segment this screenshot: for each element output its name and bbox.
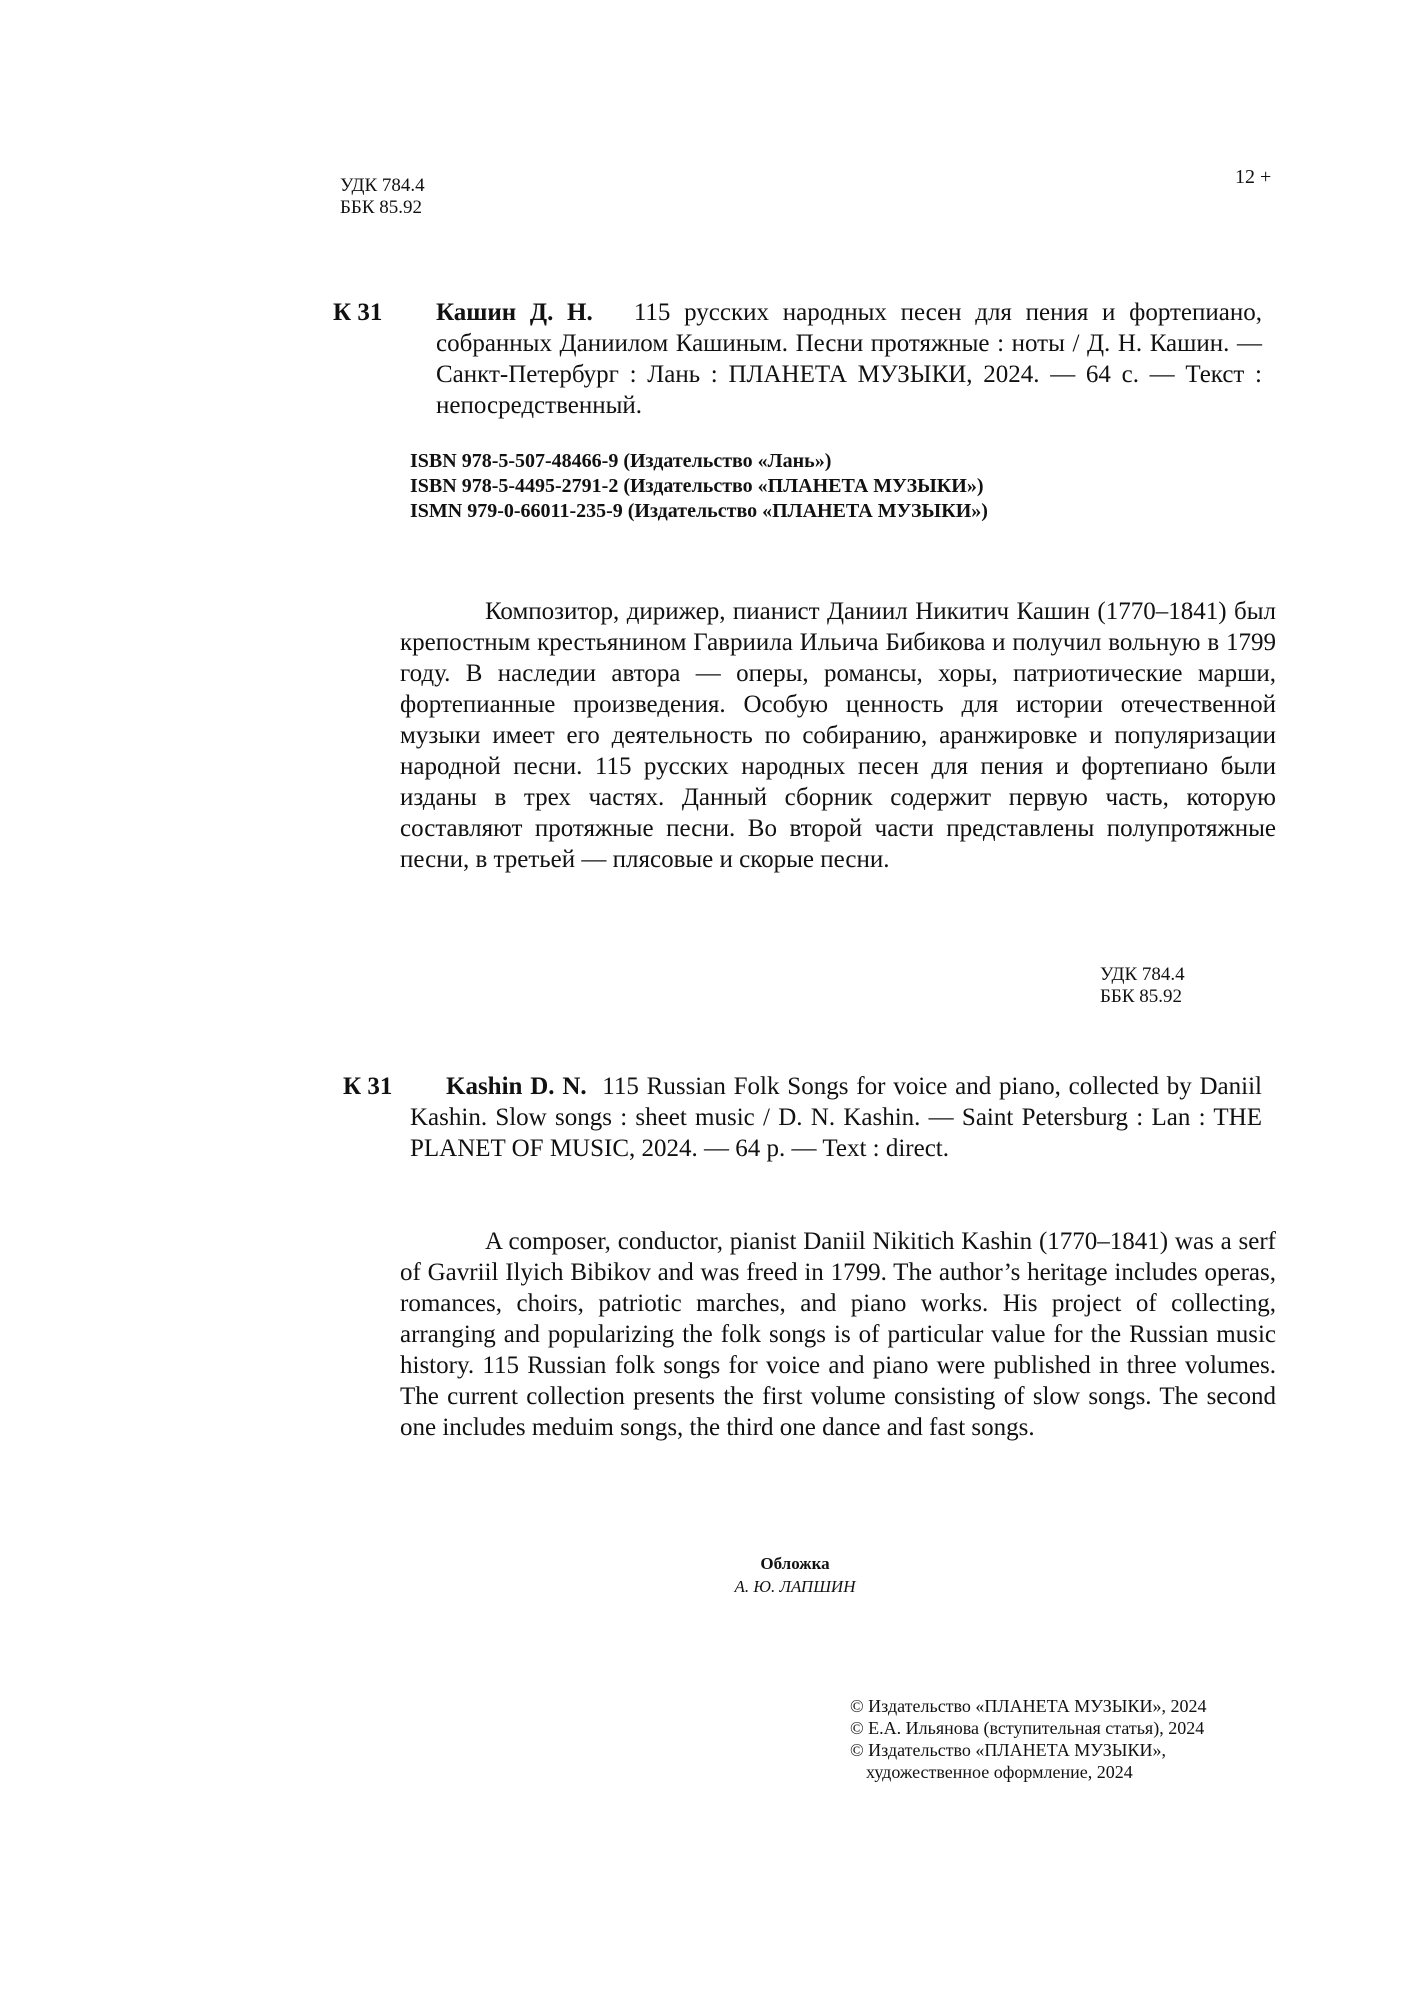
ru-entry-body (436, 297, 1262, 421)
bbk-code: ББК 85.92 (1100, 986, 1182, 1007)
copyright-line: © Е.А. Ильянова (вступительная статья), 2024 (850, 1718, 1205, 1738)
en-entry-code: К 31 (343, 1073, 393, 1100)
cover-title: Обложка (760, 1554, 830, 1573)
isbn-block (410, 449, 988, 524)
en-entry-author: Kashin D. N. (446, 1073, 587, 1100)
copyright-block (850, 1695, 1206, 1783)
udk-code: УДК 784.4 (1100, 964, 1185, 985)
en-entry-body (410, 1071, 1262, 1164)
isbn-line: ISBN 978-5-4495-2791-2 (Издательство «ПЛАНЕТА МУЗЫКИ») (410, 475, 984, 497)
ru-entry-code: К 31 (333, 299, 383, 326)
mid-classification (1100, 964, 1185, 1008)
age-rating: 12 + (1235, 166, 1272, 188)
copyright-line: © Издательство «ПЛАНЕТА МУЗЫКИ», (850, 1740, 1166, 1760)
cover-credit (600, 1552, 990, 1598)
isbn-line: ISBN 978-5-507-48466-9 (Издательство «Лань») (410, 450, 832, 472)
copyright-line: художественное оформление, 2024 (866, 1762, 1133, 1782)
ru-annotation: Композитор, дирижер, пианист Даниил Никитич Кашин (1770–1841) был крепостным крестьянином Гавриила Ильича Бибикова и получил вольную в 1799 году. В наследии автора — оперы, романсы, хоры, патриотические марши, фортепианные произведения. Особую ценность для истории отечественной музыки имеет его деятельность по собиранию, аранжировке и популяризации народной песни. 115 русских народных песен для пения и фортепиано были изданы в трех частях. Данный сборник содержит первую часть, которую составляют протяжные песни. Во второй части представлены полупротяжные песни, в третьей — плясовые и скорые песни. (400, 598, 1276, 873)
copyright-line: © Издательство «ПЛАНЕТА МУЗЫКИ», 2024 (850, 1696, 1207, 1716)
top-classification (340, 175, 425, 219)
en-annotation: A composer, conductor, pianist Daniil Nikitich Kashin (1770–1841) was a serf of Gavriil Ilyich Bibikov and was freed in 1799. The author’s heritage includes operas, romances, choirs, patriotic marches, and piano works. His project of collecting, arranging and popularizing the folk songs is of particular value for the Russian music history. 115 Russian folk songs for voice and piano were published in three volumes. The current collection presents the first volume consisting of slow songs. The second one includes meduim songs, the third one dance and fast songs. (400, 1228, 1276, 1441)
cover-artist-name: А. Ю. ЛАПШИН (734, 1577, 856, 1596)
ru-entry-author: Кашин Д. Н. (436, 299, 593, 326)
en-entry-text: 115 Russian Folk Songs for voice and piano, collected by Daniil Kashin. Slow songs : sheet music / D. N. Kashin. — Saint Petersburg : Lan : THE PLANET OF MUSIC, 2024. — 64 p. — Text : direct. (410, 1073, 1262, 1162)
ru-entry-text: 115 русских народных песен для пения и фортепиано, собранных Даниилом Кашиным. Песни протяжные : ноты / Д. Н. Кашин. — Санкт-Петербург : Лань : ПЛАНЕТА МУЗЫКИ, 2024. — 64 с. — Текст : непосредственный. (436, 299, 1263, 419)
udk-code: УДК 784.4 (340, 175, 425, 196)
ismn-line: ISMN 979-0-66011-235-9 (Издательство «ПЛАНЕТА МУЗЫКИ») (410, 500, 988, 522)
bbk-code: ББК 85.92 (340, 197, 422, 218)
